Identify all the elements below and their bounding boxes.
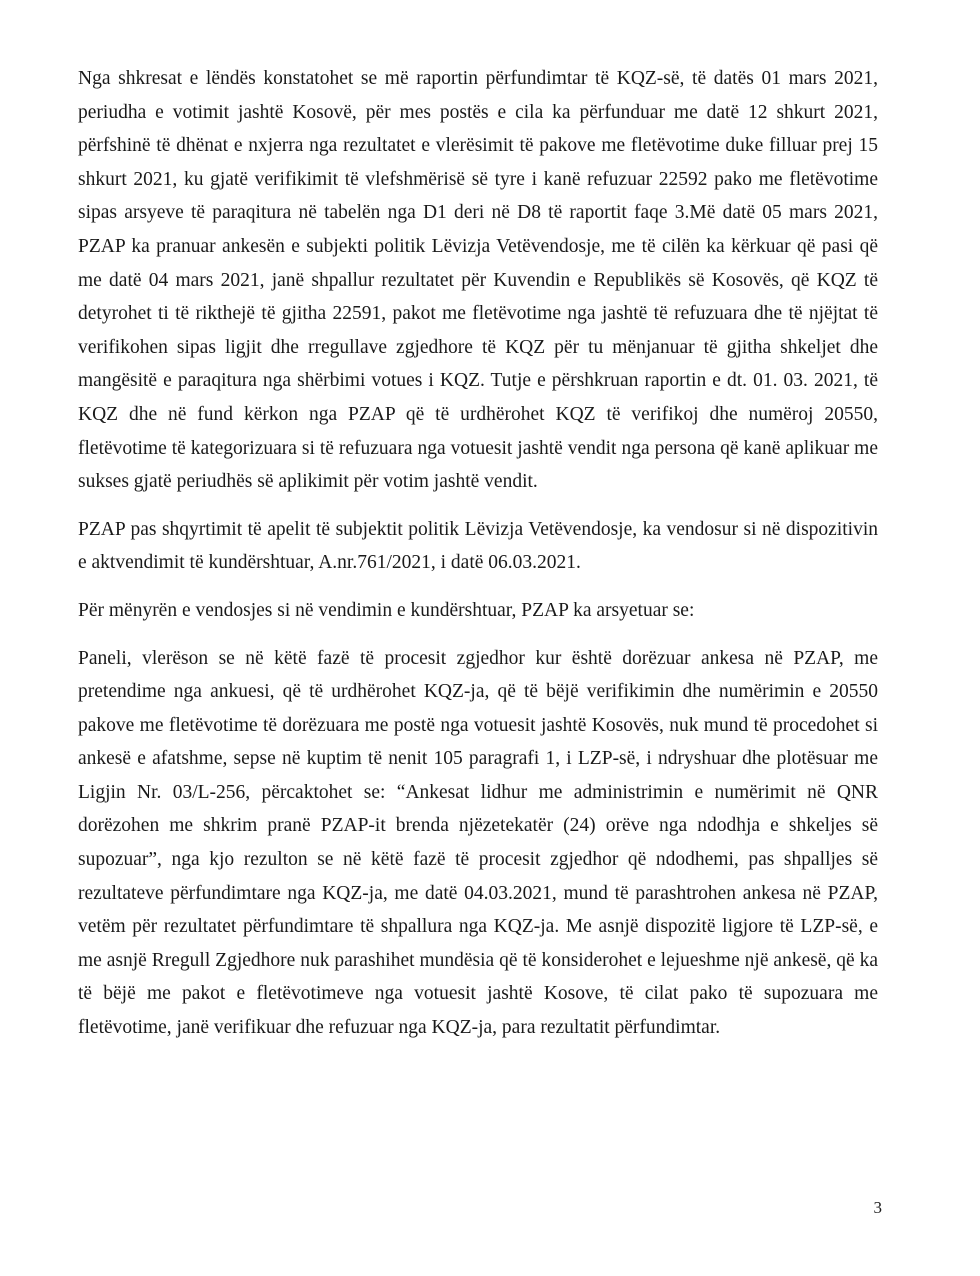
paragraph-report-summary: Nga shkresat e lëndës konstatohet se më raportin përfundimtar të KQZ-së, të datës 01 mars 2021, periudha e votimit jashtë Kosovë, për mes postës e cila ka përfunduar me datë 12 shkurt 2021, përfshinë të dhënat e nxjerra nga rezultatet e vlerësimit të pakove me fletëvotime duke filluar prej 15 shkurt 2021, ku gjatë verifikimit të vlefshmërisë së tyre i kanë refuzuar 22592 pako me fletëvotime sipas arsyeve të paraqitura në tabelën nga D1 deri në D8 të raportit faqe 3.Më datë 05 mars 2021, PZAP ka pranuar ankesën e subjekti politik Lëvizja Vetëvendosje, me të cilën ka kërkuar që pasi që me datë 04 mars 2021, janë shpallur rezultatet për Kuvendin e Republikës së Kosovës, që KQZ të detyrohet ti të rikthejë të gjitha 22591, pakot me fletëvotime nga jashtë të refuzuara dhe të njëjtat të verifikohen sipas ligjit dhe rregullave zgjedhore të KQZ për tu mënjanuar të gjitha shkeljet dhe mangësitë e paraqitura nga shërbimi votues i KQZ. Tutje e përshkruan raportin e dt. 01. 03. 2021, të KQZ dhe në fund kërkon nga PZAP që të urdhërohet KQZ të verifikoj dhe numëroj 20550, fletëvotime të kategorizuara si të refuzuara nga votuesit jashtë vendit nga persona që kanë aplikuar me sukses gjatë periudhës së aplikimit për votim jashtë vendit. (78, 68, 878, 493)
paragraph-pzap-decision: PZAP pas shqyrtimit të apelit të subjektit politik Lëvizja Vetëvendosje, ka vendosur si në dispozitivin e aktvendimit të kundërshtuar, A.nr.761/2021, i datë 06.03.2021. (78, 518, 878, 574)
paragraph-reasoning-intro: Për mënyrën e vendosjes si në vendimin e kundërshtuar, PZAP ka arsyetuar se: (78, 599, 695, 621)
paragraph-panel-assessment: Paneli, vlerëson se në këtë fazë të procesit zgjedhor kur është dorëzuar ankesa në PZAP, me pretendime nga ankuesi, që të urdhërohet KQZ-ja, që të bëjë verifikimin dhe numërimin e 20550 pakove me fletëvotime të dorëzuara me postë nga votuesit jashtë Kosovës, nuk mund të procedohet si ankesë e afatshme, sepse në kuptim të nenit 105 paragrafi 1, i LZP-së, i ndryshuar dhe plotësuar me Ligjin Nr. 03/L-256, përcaktohet se: “Ankesat lidhur me administrimin e numërimit në QNR dorëzohen me shkrim pranë PZAP-it brenda njëzetekatër (24) orëve nga ndodhja e shkeljes së supozuar”, nga kjo rezulton se në këtë fazë të procesit zgjedhor që ndodhemi, pas shpalljes së rezultateve përfundimtare nga KQZ-ja, me datë 04.03.2021, mund të parashtrohen ankesa në PZAP, vetëm për rezultatet përfundimtare të shpallura nga KQZ-ja. Me asnjë dispozitë ligjore të LZP-së, e me asnjë Rregull Zgjedhore nuk parashihet mundësia që të konsiderohet e lejueshme një ankesë, që ka të bëjë me pakot e fletëvotimeve nga votuesit jashtë Kosove, të cilat pako të supozuara me fletëvotime, janë verifikuar dhe refuzuar nga KQZ-ja, para rezultatit përfundimtar. (78, 647, 878, 1039)
document-page (78, 62, 878, 1045)
page-number: 3 (873, 1198, 882, 1217)
